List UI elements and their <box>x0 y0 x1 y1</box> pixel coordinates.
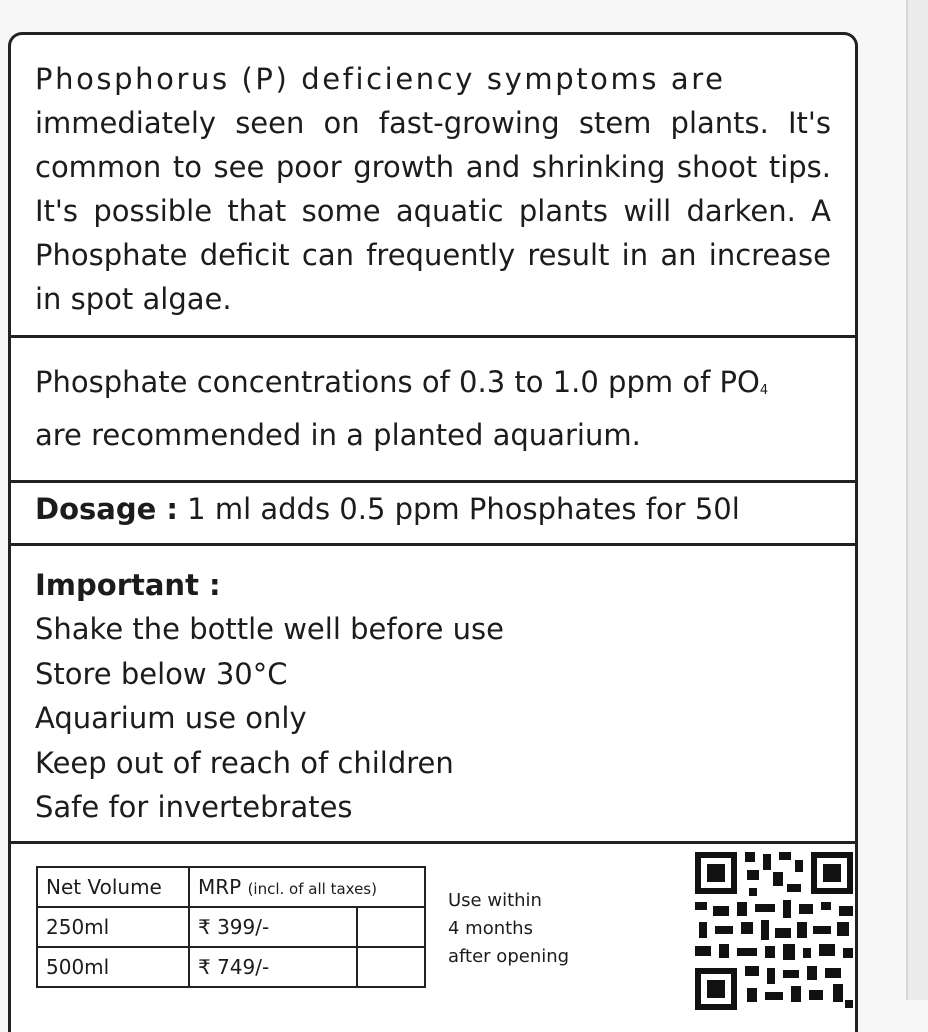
important-item: Store below 30°C <box>35 656 288 691</box>
divider <box>11 543 855 546</box>
divider <box>11 480 855 483</box>
qr-code-icon[interactable] <box>693 850 855 1010</box>
empty-cell <box>357 907 425 947</box>
header-mrp: MRP (incl. of all taxes) <box>189 867 425 907</box>
price-table <box>36 866 426 988</box>
empty-cell <box>357 947 425 987</box>
divider <box>11 841 855 844</box>
important-item: Safe for invertebrates <box>35 790 353 824</box>
volume-cell: 250ml <box>37 907 189 947</box>
table-row <box>37 907 425 947</box>
important-item: Aquarium use only <box>35 701 307 735</box>
product-label <box>8 32 858 1032</box>
divider <box>11 335 855 338</box>
intro-section <box>11 57 855 321</box>
concentration-text: Phosphate concentrations of 0.3 to 1.0 ppm of $PO_4$ are recommended in a planted aquarium. <box>35 365 769 452</box>
important-label: Important : <box>35 568 221 602</box>
table-header-row <box>37 867 425 907</box>
dosage-label: Dosage : <box>35 492 178 526</box>
header-net-volume: Net Volume <box>37 867 189 907</box>
important-item: Keep out of reach of children <box>35 745 454 780</box>
price-cell: ₹ 399/- <box>189 907 357 947</box>
important-item: Shake the bottle well before use <box>35 612 504 646</box>
concentration-section <box>11 360 855 457</box>
po4-subscript: 4 <box>759 383 769 398</box>
intro-paragraph: immediately seen on fast-growing stem plants. It's common to see poor growth and shrinking shoot tips. It's possible that some aquatic plants will darken. A Phosphate deficit can frequently result in an increase in spot algae. <box>35 106 831 316</box>
important-section <box>11 563 855 830</box>
dosage-text: 1 ml adds 0.5 ppm Phosphates for 50l <box>187 492 740 526</box>
price-cell: ₹ 749/- <box>189 947 357 987</box>
table-row <box>37 947 425 987</box>
important-list <box>35 607 831 830</box>
dosage-section <box>11 487 855 531</box>
use-within-note: Use within 4 months after opening <box>448 890 570 967</box>
volume-cell: 500ml <box>37 947 189 987</box>
background-edge <box>906 0 928 1000</box>
intro-first-line: Phosphorus (P) deficiency symptoms are <box>35 62 726 96</box>
